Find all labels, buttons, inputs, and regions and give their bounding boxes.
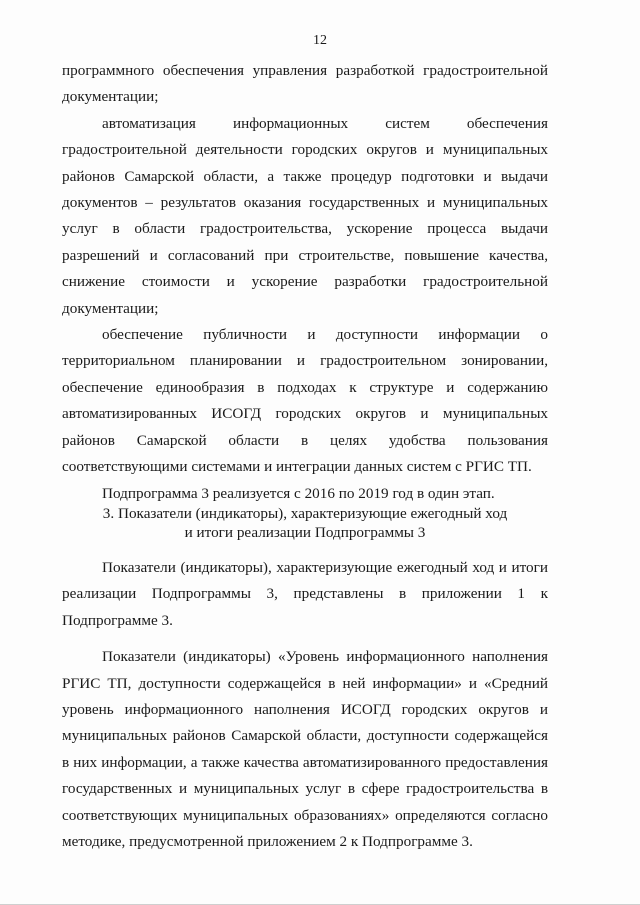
paragraph-indicators-methodology: Показатели (индикаторы) «Уровень информационного наполнения РГИС ТП, доступности содержащейся в ней информации» и «Средний уровень информационного наполнения ИСОГД городских округов и муниципальных районов Самарской области, доступности содержащейся в них информации, а также качества автоматизированного предоставления государственных и муниципальных услуг в сфере градостроительства в соответствующих муниципальных образованиях» определяются согласно методике, предусмотренной приложением 2 к Подпрограмме 3.: [62, 648, 548, 851]
section-heading: [62, 504, 548, 542]
bottom-text-block: [62, 555, 548, 855]
top-text-block: [62, 58, 548, 507]
paragraph-publicity: обеспечение публичности и доступности информации о территориальном планировании и градостроительном зонировании, обеспечение единообразия в подходах к структуре и содержанию автоматизированных ИСОГД городских округов и муниципальных районов Самарской области в целях удобства пользования соответствующими системами и интеграции данных систем с РГИС ТП.: [62, 326, 548, 476]
paragraph-timeline: Подпрограмма 3 реализуется с 2016 по 2019 год в один этап.: [102, 484, 495, 502]
paragraph-indicators-appendix: Показатели (индикаторы), характеризующие ежегодный ход и итоги реализации Подпрограммы 3, представлены в приложении 1 к Подпрограмме 3.: [62, 559, 548, 629]
paragraph-continuation: программного обеспечения управления разработкой градостроительной документации;: [62, 62, 548, 106]
page-number: 12: [313, 33, 327, 48]
section-heading-line-2: и итоги реализации Подпрограммы 3: [184, 524, 426, 541]
paragraph-automation: автоматизация информационных систем обеспечения градостроительной деятельности городских округов и муниципальных районов Самарской области, а также процедур подготовки и выдачи документов – результатов оказания государственных и муниципальных услуг в области градостроительства, ускорение процесса выдачи разрешений и согласований при строительстве, повышение качества, снижение стоимости и ускорение разработки градостроительной документации;: [62, 114, 548, 317]
section-heading-line-1: 3. Показатели (индикаторы), характеризующие ежегодный ход: [102, 505, 508, 522]
